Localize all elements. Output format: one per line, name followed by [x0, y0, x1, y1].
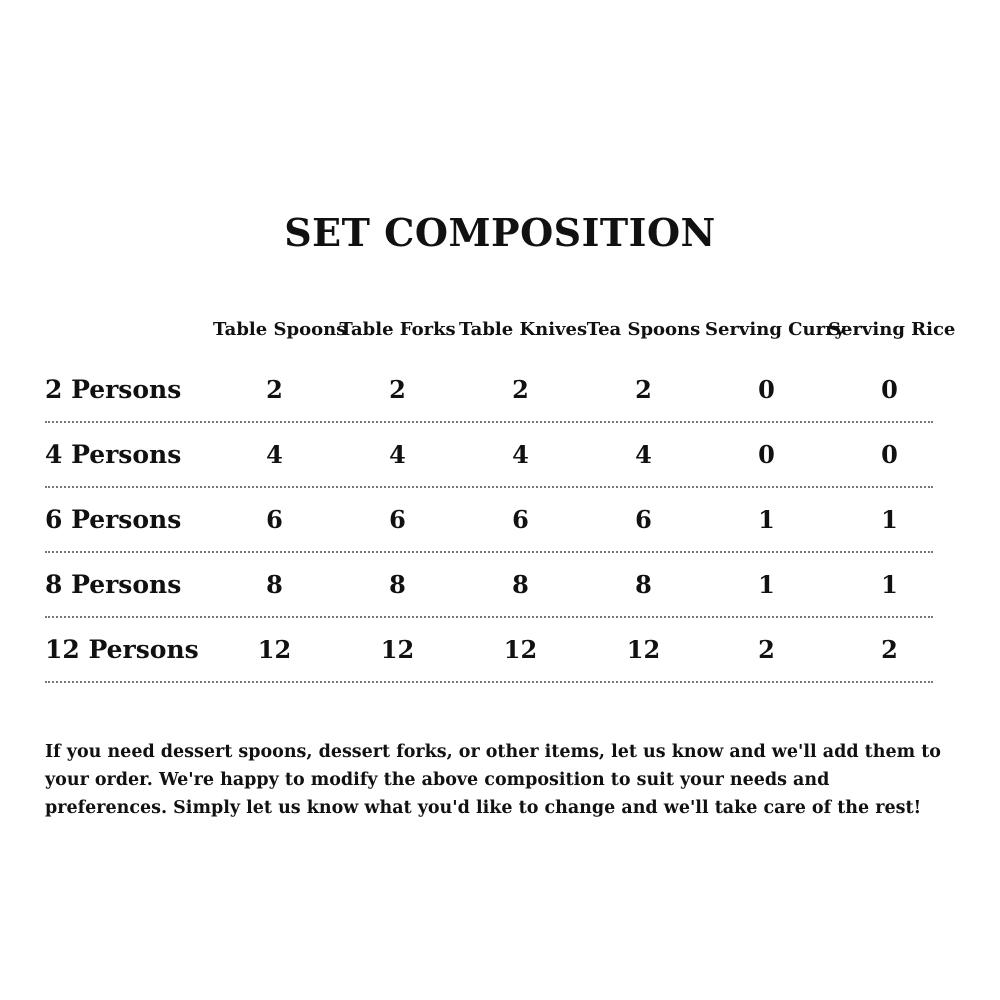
table-cell: 4: [266, 440, 283, 469]
table-row: [45, 553, 933, 618]
table-cell: 0: [758, 375, 775, 404]
composition-table: [45, 300, 956, 683]
column-header-serving-rice: Serving Rice: [828, 318, 956, 340]
table-cell: 12: [626, 635, 661, 664]
row-label: 6 Persons: [45, 505, 182, 534]
table-cell: 8: [512, 570, 529, 599]
row-label: 4 Persons: [45, 440, 182, 469]
table-cell: 1: [758, 505, 775, 534]
table-cell: 4: [389, 440, 406, 469]
column-header-serving-curry: Serving Curry: [705, 318, 846, 340]
row-label: 12 Persons: [45, 635, 199, 664]
table-row: [45, 423, 933, 488]
row-label: 8 Persons: [45, 570, 182, 599]
table-cell: 2: [881, 635, 898, 664]
table-cell: 6: [266, 505, 283, 534]
table-cell: 6: [635, 505, 652, 534]
table-cell: 4: [635, 440, 652, 469]
table-cell: 6: [512, 505, 529, 534]
page-title: SET COMPOSITION: [284, 210, 716, 255]
table-cell: 1: [881, 505, 898, 534]
table-cell: 8: [389, 570, 406, 599]
note-paragraph: If you need dessert spoons, dessert forks, or other items, let us know and we'll add them to your order. We're happy to modify the above composition to suit your needs and preferences. Simply let us know what you'd like to change and we'll take care of the rest!: [45, 741, 941, 818]
table-cell: 2: [266, 375, 283, 404]
table-cell: 12: [503, 635, 538, 664]
table-cell: 6: [389, 505, 406, 534]
table-header-row: [45, 300, 956, 358]
table-cell: 2: [758, 635, 775, 664]
table-row: [45, 618, 933, 683]
column-header-table-spoons: Table Spoons: [213, 318, 347, 340]
table-cell: 0: [758, 440, 775, 469]
table-cell: 1: [758, 570, 775, 599]
table-row: [45, 488, 933, 553]
column-header-table-forks: Table Forks: [339, 318, 456, 340]
table-cell: 4: [512, 440, 529, 469]
table-cell: 2: [389, 375, 406, 404]
row-label: 2 Persons: [45, 375, 182, 404]
column-header-tea-spoons: Tea Spoons: [586, 318, 701, 340]
table-cell: 0: [881, 375, 898, 404]
column-header-table-knives: Table Knives: [459, 318, 588, 340]
table-cell: 12: [257, 635, 292, 664]
table-cell: 8: [266, 570, 283, 599]
table-cell: 0: [881, 440, 898, 469]
table-cell: 2: [512, 375, 529, 404]
table-row: [45, 358, 933, 423]
table-cell: 2: [635, 375, 652, 404]
table-cell: 8: [635, 570, 652, 599]
table-cell: 12: [380, 635, 415, 664]
table-cell: 1: [881, 570, 898, 599]
